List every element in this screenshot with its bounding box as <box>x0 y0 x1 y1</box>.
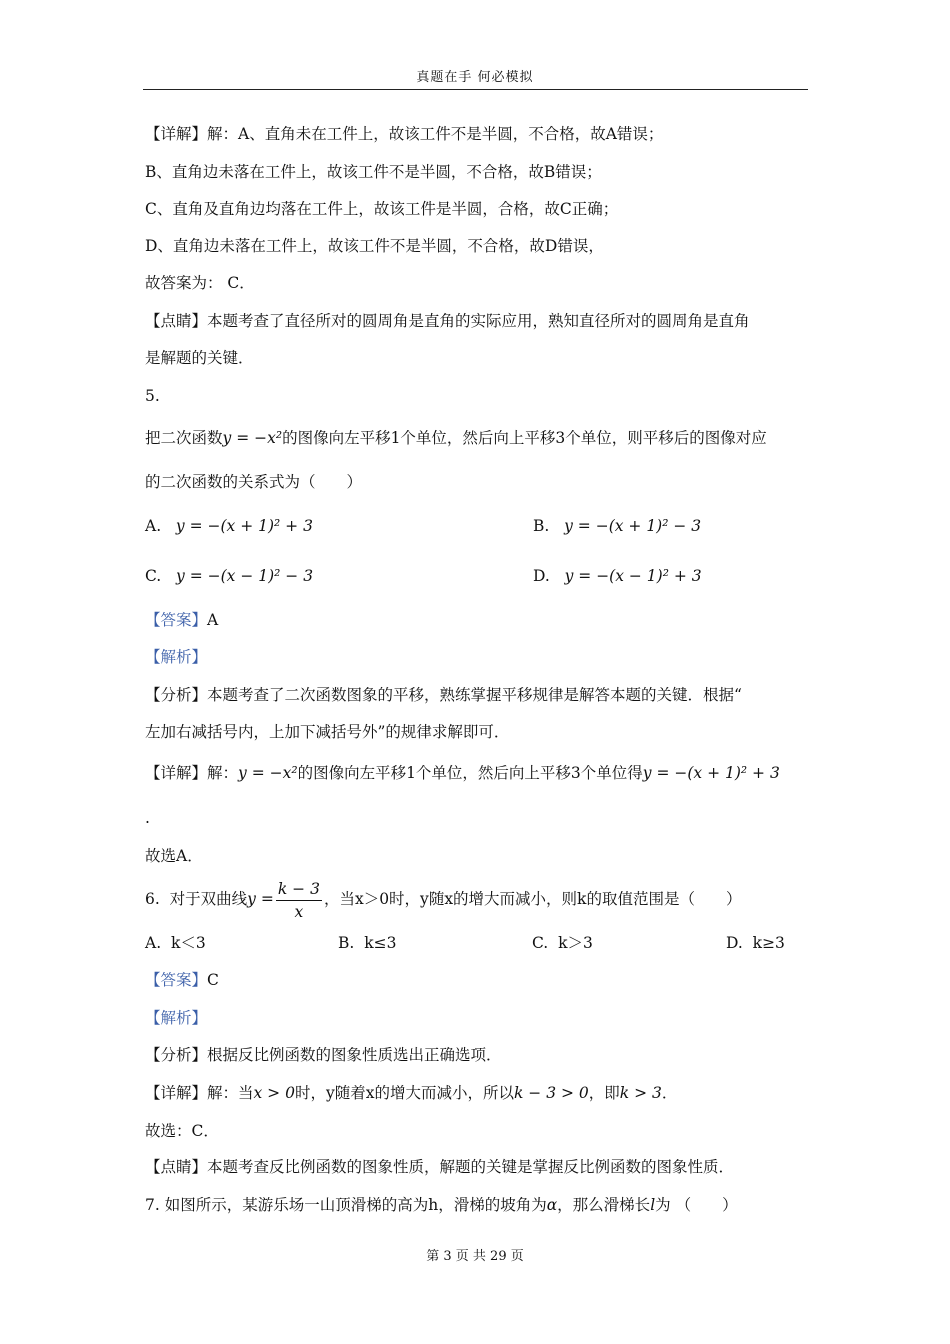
detail-a: 【详解】解： <box>145 764 239 782</box>
q4-detail-d: D、直角边未落在工件上，故该工件不是半圆，不合格，故D错误， <box>145 237 604 255</box>
q4-detail: 【详解】解：A、直角未在工件上，故该工件不是半圆，不合格，故A错误； <box>145 125 664 143</box>
q5-option-a <box>145 515 313 537</box>
q4-detail-b: B、直角边未落在工件上，故该工件不是半圆，不合格，故B错误； <box>145 163 602 181</box>
detail-b: 的图像向左平移1个单位，然后向上平移3个单位得 <box>297 764 643 782</box>
option-expr: y = −(x + 1)² + 3 <box>175 517 313 535</box>
q7-stem-a: 7. 如图所示，某游乐场一山顶滑梯的高为h，滑梯的坡角为 <box>145 1196 547 1214</box>
fraction-numerator: k − 3 <box>276 878 322 901</box>
option-label: A. <box>145 934 162 952</box>
q7-l: l <box>650 1196 656 1214</box>
option-label: D. <box>726 934 743 952</box>
q5-analysis-2: 左加右减括号内，上加下减括号外”的规律求解即可． <box>145 723 510 741</box>
q5-answer <box>145 610 218 630</box>
q6-answer <box>145 970 219 990</box>
q6-stem-lhs: y = <box>247 890 274 908</box>
option-label: A. <box>145 517 162 535</box>
q7-stem <box>145 1195 738 1215</box>
q6-option-b <box>338 932 396 954</box>
q6-fraction <box>276 878 322 923</box>
header-divider <box>143 89 808 90</box>
detail-expr1: y = −x² <box>238 764 298 782</box>
option-expr: y = −(x − 1)² − 3 <box>176 567 314 585</box>
q6-stem-a: 对于双曲线 <box>169 890 248 908</box>
q5-stem-b: 的图像向左平移1个单位，然后向上平移3个单位，则平移后的图像对应 <box>282 429 767 447</box>
q6-option-a <box>145 932 206 954</box>
answer-value: A <box>207 611 219 629</box>
option-text: k≤3 <box>364 934 397 952</box>
option-text: k＜3 <box>170 934 206 952</box>
q5-stem-line2: 的二次函数的关系式为（ ） <box>145 473 363 491</box>
q6-analysis-tag: 【解析】 <box>145 1009 208 1027</box>
q4-comment-2: 是解题的关键． <box>145 349 254 367</box>
answer-tag: 【答案】 <box>145 971 208 989</box>
detail-e1: x > 0 <box>253 1084 295 1102</box>
q4-detail-c: C、直角及直角边均落在工件上，故该工件是半圆，合格，故C正确； <box>145 200 619 218</box>
q6-option-d <box>726 932 785 954</box>
q7-stem-b: ，那么滑梯长 <box>557 1196 651 1214</box>
q5-choose: 故选A． <box>145 847 203 865</box>
q7-stem-c: 为 （ ） <box>655 1196 738 1214</box>
option-label: C. <box>532 934 549 952</box>
q6-stem <box>145 876 741 923</box>
q6-number: 6. <box>145 890 160 908</box>
q5-stem-line1 <box>145 428 767 448</box>
option-label: C. <box>145 567 162 585</box>
q5-option-d <box>533 565 702 587</box>
option-expr: y = −(x − 1)² + 3 <box>564 567 702 585</box>
detail-a: 【详解】解：当 <box>145 1084 254 1102</box>
q5-analysis-1: 【分析】本题考查了二次函数图象的平移，熟练掌握平移规律是解答本题的关键．根据“ <box>145 686 742 704</box>
answer-tag: 【答案】 <box>145 611 208 629</box>
detail-e3: k > 3 <box>619 1084 662 1102</box>
q6-choose: 故选：C． <box>145 1122 219 1140</box>
option-expr: y = −(x + 1)² − 3 <box>564 517 702 535</box>
option-label: B. <box>533 517 550 535</box>
option-label: B. <box>338 934 355 952</box>
q4-answer: 故答案为： C． <box>145 274 255 292</box>
option-text: k≥3 <box>752 934 785 952</box>
detail-expr2: y = −(x + 1)² + 3 <box>642 764 780 782</box>
q5-stem-a: 把二次函数 <box>145 429 223 447</box>
detail-c: ，即 <box>588 1084 620 1102</box>
q7-alpha: α <box>546 1196 558 1214</box>
q5-detail <box>145 763 780 783</box>
q5-option-b <box>533 515 701 537</box>
detail-d: ． <box>661 1084 678 1102</box>
q5-detail-dot: . <box>145 809 150 827</box>
q6-comment: 【点睛】本题考查反比例函数的图象性质，解题的关键是掌握反比例函数的图象性质． <box>145 1158 735 1176</box>
page-footer: 第 3 页 共 29 页 <box>426 1249 524 1264</box>
option-label: D. <box>533 567 550 585</box>
q6-option-c <box>532 932 593 954</box>
option-text: k＞3 <box>558 934 593 952</box>
page-header: 真题在手 何必模拟 <box>416 70 534 85</box>
q6-detail <box>145 1083 677 1103</box>
detail-e2: k − 3 > 0 <box>513 1084 589 1102</box>
q6-analysis: 【分析】根据反比例函数的图象性质选出正确选项． <box>145 1046 502 1064</box>
answer-value: C <box>207 971 219 989</box>
q5-stem-expr: y = −x² <box>222 429 283 447</box>
fraction-denominator: x <box>294 902 304 921</box>
q5-analysis-tag: 【解析】 <box>145 648 208 666</box>
q5-option-c <box>145 565 313 587</box>
q4-comment-1: 【点睛】本题考查了直径所对的圆周角是直角的实际应用，熟知直径所对的圆周角是直角 <box>145 312 750 330</box>
q5-number: 5. <box>145 387 160 405</box>
detail-b: 时，y随着x的增大而减小，所以 <box>294 1084 514 1102</box>
q6-stem-b: ，当x＞0时，y随x的增大而减小，则k的取值范围是（ ） <box>323 890 742 908</box>
